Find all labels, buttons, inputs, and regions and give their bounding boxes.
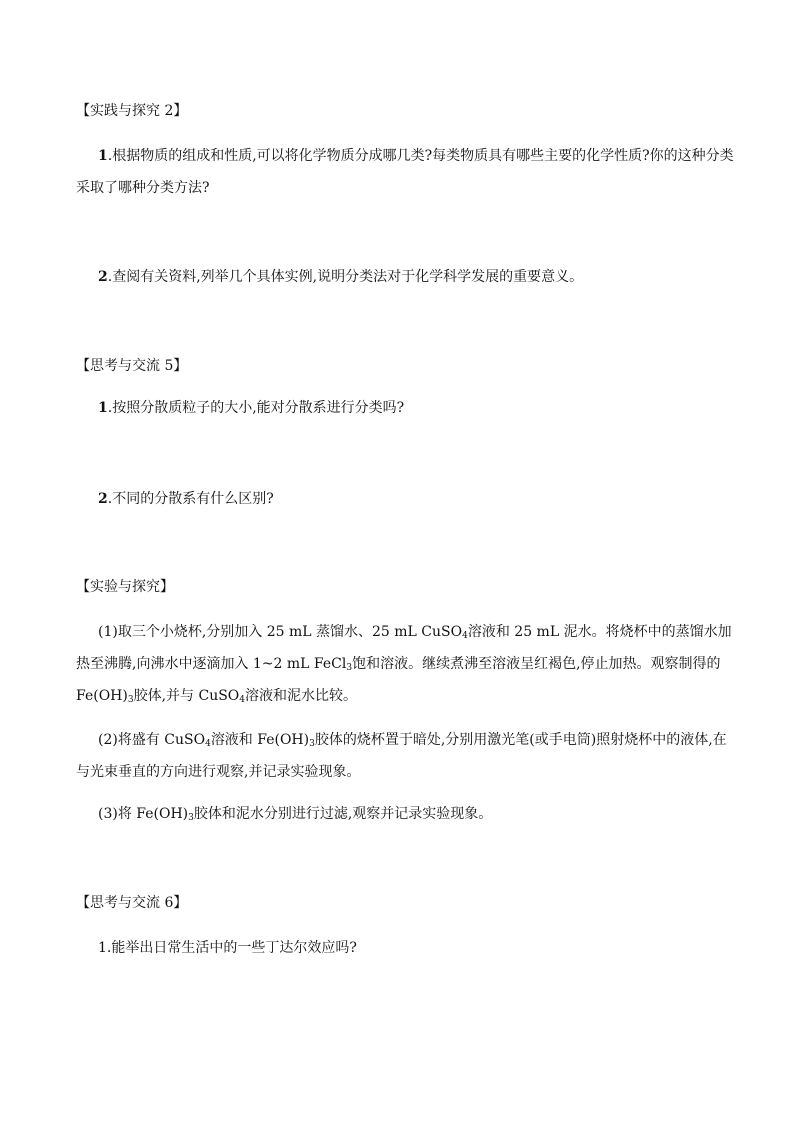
text-run: (1)取三个小烧杯,分别加入 25 mL 蒸馏水、25 mL CuSO bbox=[98, 624, 463, 640]
section-heading-experiment: 【实验与探究】 bbox=[76, 579, 174, 595]
subscript: 3 bbox=[309, 739, 315, 749]
experiment-step-1 bbox=[76, 616, 736, 712]
question-text: 1.能举出日常生活中的一些丁达尔效应吗? bbox=[98, 940, 357, 956]
subscript: 3 bbox=[346, 663, 353, 673]
text-run: 饱和溶液。继续煮沸至溶液呈红褐色,停止加热。观察制得的 Fe(OH) bbox=[76, 656, 721, 704]
question-discuss5-2 bbox=[76, 483, 736, 515]
question-discuss6-1 bbox=[76, 932, 736, 964]
question-number: 2 bbox=[98, 269, 108, 285]
section-heading-practice-2: 【实践与探究 2】 bbox=[76, 103, 188, 119]
question-discuss5-1 bbox=[76, 392, 736, 424]
section-heading-discuss-5: 【思考与交流 5】 bbox=[76, 358, 188, 374]
experiment-step-2 bbox=[76, 724, 736, 788]
text-run: 胶体的烧杯置于暗处,分别用激光笔(或手电筒)照射烧杯中的液体,在与光束垂直的方向进行观察,并记录实验现象。 bbox=[76, 732, 727, 780]
text-run: 溶液和 25 mL 泥水。将烧杯中的蒸馏水加热至沸腾,向沸水中逐滴加入 1~2 mL FeCl bbox=[76, 624, 732, 672]
text-run: 溶液和泥水比较。 bbox=[245, 688, 358, 704]
subscript: 4 bbox=[462, 631, 468, 641]
question-number: 1 bbox=[98, 148, 108, 164]
subscript: 3 bbox=[127, 695, 134, 705]
text-run: 胶体,并与 CuSO bbox=[133, 688, 240, 704]
section-heading-discuss-6: 【思考与交流 6】 bbox=[76, 895, 188, 911]
text-run: (2)将盛有 CuSO bbox=[98, 732, 206, 748]
question-text: .查阅有关资料,列举几个具体实例,说明分类法对于化学科学发展的重要意义。 bbox=[107, 269, 584, 285]
question-number: 1 bbox=[98, 400, 108, 416]
question-number: 2 bbox=[98, 491, 108, 507]
subscript: 4 bbox=[239, 695, 246, 705]
question-text: .根据物质的组成和性质,可以将化学物质分成哪几类?每类物质具有哪些主要的化学性质?你的这种分类采取了哪种分类方法? bbox=[76, 148, 734, 196]
question-practice-1 bbox=[76, 140, 736, 204]
subscript: 3 bbox=[188, 813, 194, 823]
experiment-step-3 bbox=[76, 798, 736, 830]
question-text: .按照分散质粒子的大小,能对分散系进行分类吗? bbox=[107, 400, 405, 416]
text-run: (3)将 Fe(OH) bbox=[98, 806, 189, 822]
text-run: 胶体和泥水分别进行过滤,观察并记录实验现象。 bbox=[193, 806, 493, 822]
question-practice-2 bbox=[76, 261, 736, 293]
subscript: 4 bbox=[205, 739, 211, 749]
question-text: .不同的分散系有什么区别? bbox=[107, 491, 274, 507]
text-run: 溶液和 Fe(OH) bbox=[210, 732, 310, 748]
